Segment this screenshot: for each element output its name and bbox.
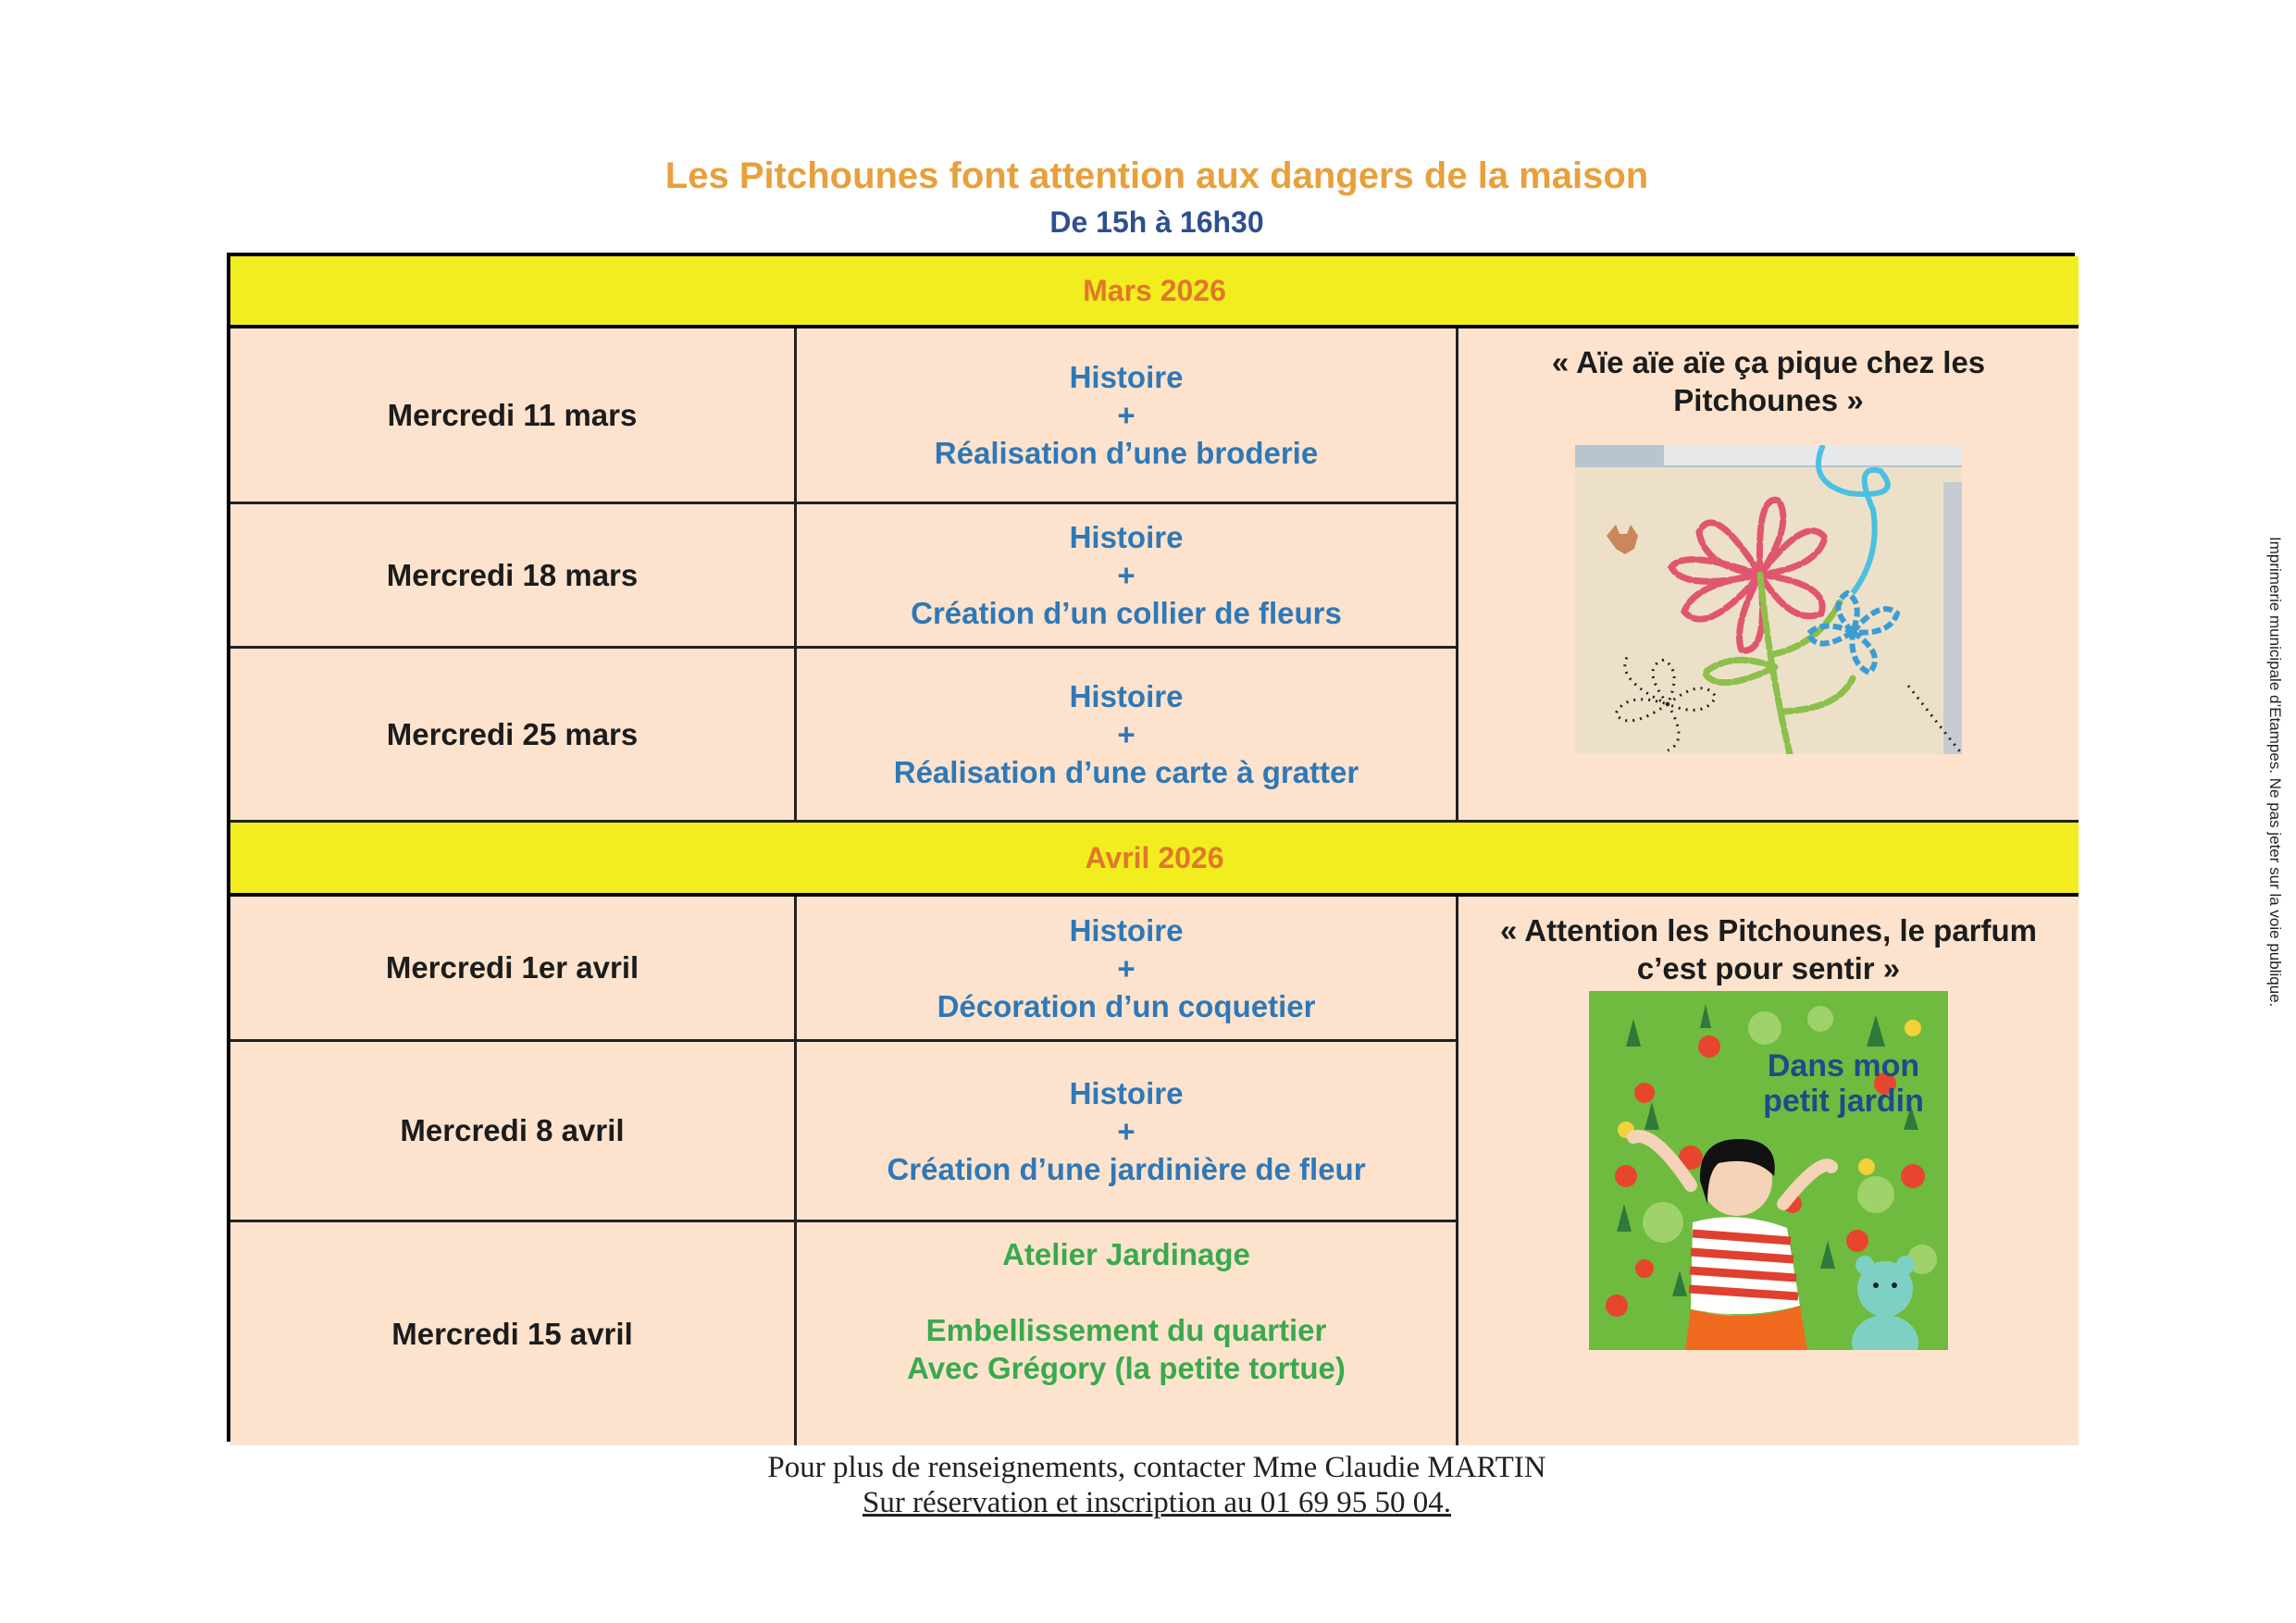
date-cell: Mercredi 11 mars — [230, 328, 797, 504]
activity-line: Avec Grégory (la petite tortue) — [907, 1351, 1346, 1385]
activity-line: Histoire — [1069, 360, 1184, 394]
date-cell: Mercredi 18 mars — [230, 504, 797, 649]
book-cover-image — [1589, 991, 1948, 1355]
footer-reservation: Sur réservation et inscription au 01 69 95 50 04. — [862, 1486, 1452, 1519]
footer-contact: Pour plus de renseignements, contacter Mme Claudie MARTIN — [767, 1451, 1546, 1484]
time-range: De 15h à 16h30 — [1049, 205, 1264, 239]
activity-line: Décoration d’un coquetier — [937, 988, 1316, 1023]
activity-cell — [797, 1222, 1458, 1445]
theme-title: « Aïe aïe aïe ça pique chez les Pitchounes » — [1551, 345, 1986, 417]
activity-plus: + — [1117, 1113, 1136, 1148]
activity-line: Embellissement du quartier — [925, 1313, 1327, 1347]
activity-cell — [797, 649, 1458, 823]
theme-cell-april — [1458, 897, 2079, 1445]
date-cell: Mercredi 8 avril — [230, 1042, 797, 1222]
activity-line: Réalisation d’une carte à gratter — [893, 755, 1359, 789]
printer-note: Imprimerie municipale d’Etampes. Ne pas jeter sur la voie publique. — [2266, 537, 2284, 1008]
activity-cell — [797, 504, 1458, 649]
date-cell: Mercredi 15 avril — [230, 1222, 797, 1445]
activity-plus: + — [1117, 558, 1136, 592]
theme-cell-march — [1458, 328, 2079, 823]
date-cell: Mercredi 1er avril — [230, 897, 797, 1042]
theme-title: « Attention les Pitchounes, le parfum c’est pour sentir » — [1499, 913, 2038, 985]
page-title: Les Pitchounes font attention aux dangers de la maison — [664, 155, 1649, 196]
book-title-line: Dans mon — [1767, 1048, 1920, 1084]
activity-cell — [797, 1042, 1458, 1222]
month-header-april: Avril 2026 — [230, 823, 2079, 897]
activity-cell — [797, 328, 1458, 504]
book-title-line: petit jardin — [1763, 1084, 1924, 1119]
activity-plus: + — [1117, 950, 1136, 985]
activity-plus: + — [1117, 398, 1136, 432]
activity-line: Atelier Jardinage — [1002, 1237, 1250, 1271]
embroidery-image — [1575, 445, 1962, 759]
activity-line: Histoire — [1069, 520, 1184, 554]
activity-line: Histoire — [1069, 679, 1184, 713]
date-cell: Mercredi 25 mars — [230, 649, 797, 823]
activity-line: Création d’un collier de fleurs — [911, 596, 1342, 630]
activity-cell — [797, 897, 1458, 1042]
month-header-march: Mars 2026 — [230, 256, 2079, 328]
activity-line: Histoire — [1069, 912, 1184, 948]
schedule-table — [227, 253, 2075, 1442]
activity-line: Création d’une jardinière de fleur — [887, 1151, 1366, 1186]
activity-line: Histoire — [1069, 1075, 1184, 1110]
activity-plus: + — [1117, 717, 1136, 751]
activity-line: Réalisation d’une broderie — [934, 436, 1319, 470]
